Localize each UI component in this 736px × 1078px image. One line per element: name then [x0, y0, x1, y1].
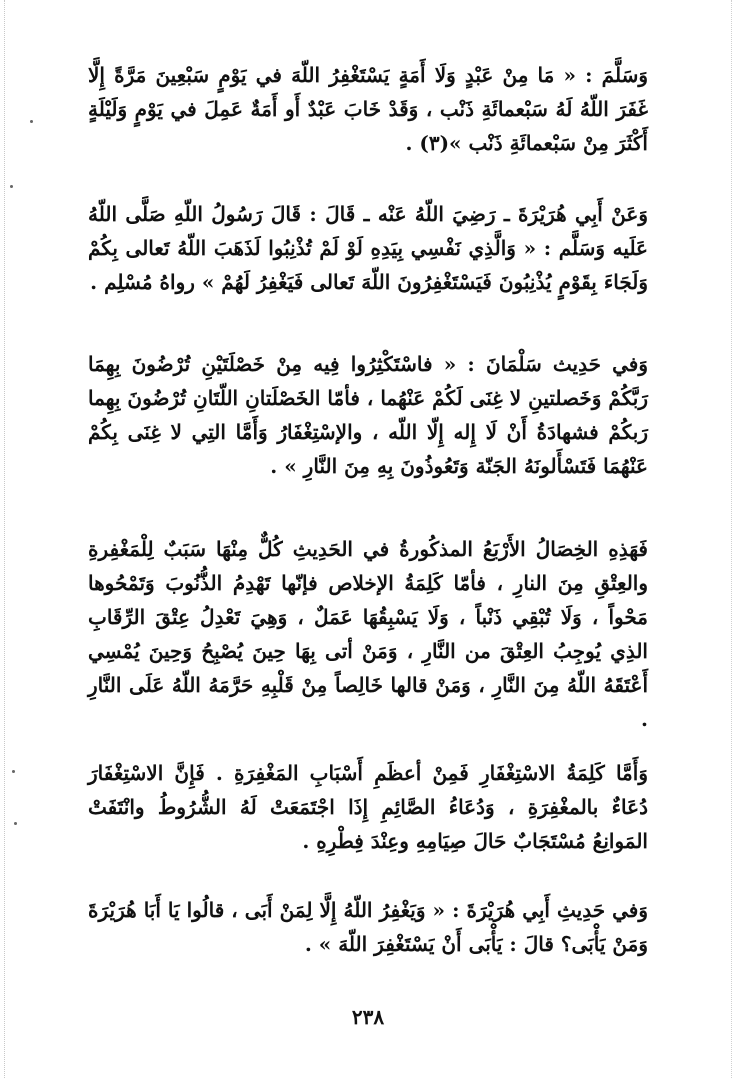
scan-speck — [14, 822, 17, 825]
scan-left-edge — [4, 0, 6, 1078]
scan-speck — [30, 120, 33, 123]
scan-right-edge — [731, 0, 733, 1078]
scan-speck — [10, 185, 13, 188]
paragraph-hadith-refuses: وَفي حَدِيثِ أَبِي هُرَيْرَةَ : « وَيَغْفِرُ اللّهُ إِلَّا لِمَنْ أَبَى ، قالُوا يَا أَبَا هُرَيْرَةَ وَمَنْ يَأْبَى؟ قالَ : يَأْبَى أَنْ يَسْتَغْفِرَ اللّهَ » . — [88, 898, 648, 956]
paragraph-istighfar: وَأَمَّا كَلِمَةُ الاسْتِغْفَارِ فَمِنْ أعظَمِ أَسْبَابِ المَغْفِرَةِ . فَإِنَّ الاسْتِغْفَارَ دُعَاءٌ بالمغْفِرَةِ ، وَدُعَاءُ الصَّائِمِ إِذَا اجْتَمَعَتْ لَهُ الشُّرُوطُ وانْتَفَتْ المَوانِعُ مُسْتَجَابٌ حَالَ صِيَامِهِ وعِنْدَ فِطْرِهِ . — [88, 761, 648, 853]
scan-speck — [12, 770, 15, 773]
paragraph-hadith-abu-hurairah: وَعَنْ أَبِي هُرَيْرَةَ ـ رَضِيَ اللّهُ عَنْه ـ قَالَ : قَالَ رَسُولُ اللّهِ صَلَّى اللّهُ عَلَيه وَسَلَّم : « وَالَّذِي نَفْسِي بِيَدِهِ لَوْ لَمْ تُذْنِبُوا لَذَهَبَ اللّهُ تَعالى بِكُمْ وَلَجَاءَ بِقَوْمٍ يُذْنِبُونَ فَيَسْتَغْفِرُونَ اللّهَ تَعالى فَيَغْفِرُ لَهُمْ » رواهُ مُسْلِم . — [88, 202, 648, 294]
paragraph-hadith-salman: وَفي حَدِيث سَلْمَانَ : « فاسْتَكْثِرُوا فِيه مِنْ خَصْلَتَيْنِ تُرْضُونَ بِهِمَا رَبَّكُمْ وَخَصلتينِ لا غِنَى لَكُمْ عَنْهُما ، فأمّا الخَصْلَتانِ اللّتَانِ تُرْضُونَ بِهِما رَبكُمْ فشهادَةُ أَنْ لَا إِله إِلّا اللّه ، والإسْتِغْفَارُ وَأَمَّا التِي لا غِنَى بِكُمْ عَنْهُمَا فَتَسْأَلونَهُ الجَنّة وَتَعُوذُونَ بِهِ مِنَ النَّارِ » . — [88, 352, 648, 478]
paragraph-four-traits: فَهَذِهِ الخِصَالُ الأَرْبَعُ المذكُورةُ في الحَدِيثِ كُلٌّ مِنْهَا سَبَبٌ لِلْمَغْفِرةِ والعِتْقِ مِنَ النارِ ، فأمّا كَلِمَةُ الإخلاص فإنّها تَهْدِمُ الذُّنُوبَ وَتَمْحُوها مَحْواً ، وَلَا تُبْقِي ذَنْباً ، وَلَا يَسْبِقُهَا عَمَلٌ ، وَهِيَ تَعْدِلُ عِتْقَ الرِّقَابِ الذِي يُوجِبُ العِتْقَ من النَّارِ ، وَمَنْ أتى بِهَا حِينَ يُصْبِحُ وَحِينَ يُمْسِي أَعْتَقَهُ اللّهُ مِنَ النَّارِ ، وَمَنْ قالها خَالِصاً مِنْ قَلْبِهِ حَرَّمَهُ اللّهُ عَلَى النَّارِ . — [88, 537, 649, 731]
page-number: ٢٣٨ — [351, 1005, 385, 1029]
paragraph-hadith-seventy: وَسَلَّمَ : « مَا مِنْ عَبْدٍ وَلَا أَمَةٍ يَسْتَغْفِرُ اللّهَ في يَوْمٍ سَبْعِينَ مَرَّةً إِلَّا غَفَرَ اللّهُ لَهُ سَبْعمائَةِ ذَنْب ، وَقَدْ خَابَ عَبْدٌ أَو أَمَةٌ عَمِلَ في يَوْمٍ وَلَيْلَةٍ أَكْثَرَ مِنْ سَبْعمائَةِ ذَنْب »(٣) . — [88, 63, 648, 155]
